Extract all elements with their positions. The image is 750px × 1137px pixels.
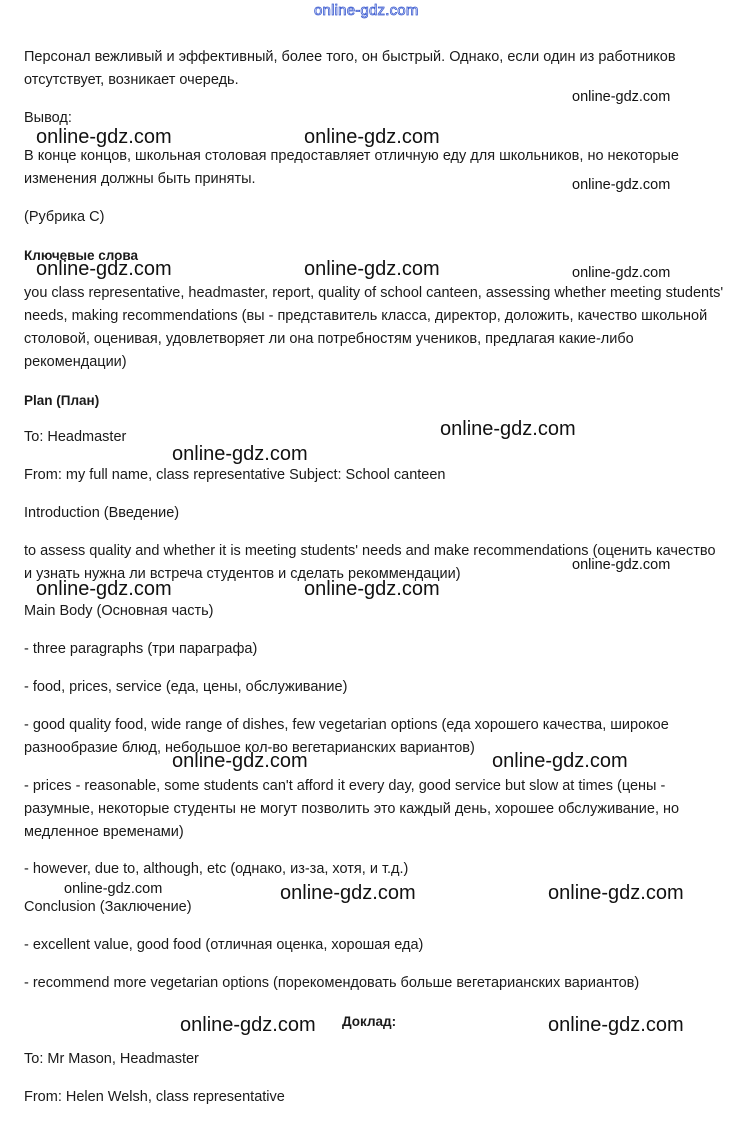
- plan-conclusion: Conclusion (Заключение): [24, 899, 192, 915]
- watermark: online-gdz.com: [172, 750, 308, 772]
- watermark: online-gdz.com: [492, 750, 628, 772]
- plan-item-linkers: - however, due to, although, etc (однако, из-за, хотя, и т.д.): [24, 861, 409, 877]
- plan-main-body: Main Body (Основная часть): [24, 603, 214, 619]
- watermark: online-gdz.com: [36, 126, 172, 148]
- watermark: online-gdz.com: [64, 881, 163, 897]
- plan-item-prices: - prices - reasonable, some students can't afford it every day, good service but slow at times (цены - разумные, некоторые студенты не могут позволить это каждый день, хорошее обслуживание, но медленное временами): [24, 778, 680, 840]
- watermark: online-gdz.com: [548, 1014, 684, 1036]
- watermark: online-gdz.com: [36, 578, 172, 600]
- plan-item-value: - excellent value, good food (отличная оценка, хорошая еда): [24, 937, 424, 953]
- plan-item-recommend: - recommend more vegetarian options (порекомендовать больше вегетарианских вариантов): [24, 975, 640, 991]
- plan-from: From: my full name, class representative Subject: School canteen: [24, 467, 446, 483]
- plan-item-food: - good quality food, wide range of dishes, few vegetarian options (еда хорошего качества, широкое разнообразие блюд, небольшое кол-во вегетарианских вариантов): [24, 717, 669, 756]
- watermark: online-gdz.com: [572, 177, 671, 193]
- report-from: From: Helen Welsh, class representative: [24, 1089, 285, 1105]
- watermark: online-gdz.com: [440, 418, 576, 440]
- watermark: online-gdz.com: [572, 265, 671, 281]
- plan-to: To: Headmaster: [24, 429, 127, 445]
- plan-item-paragraphs: - three paragraphs (три параграфа): [24, 641, 258, 657]
- plan-heading: Plan (План): [24, 393, 100, 408]
- rubric-label: (Рубрика С): [24, 209, 105, 225]
- report-to: To: Mr Mason, Headmaster: [24, 1051, 199, 1067]
- watermark: online-gdz.com: [280, 882, 416, 904]
- plan-introduction-text: to assess quality and whether it is meeting students' needs and make recommendations (оценить качество и узнать нужна ли встреча студентов и сделать рекоммендации): [24, 543, 716, 582]
- watermark: online-gdz.com: [304, 258, 440, 280]
- watermark: online-gdz.com: [572, 557, 671, 573]
- watermark: online-gdz.com: [304, 578, 440, 600]
- conclusion-heading: Вывод:: [24, 110, 72, 126]
- watermark: online-gdz.com: [172, 443, 308, 465]
- watermark: online-gdz.com: [548, 882, 684, 904]
- plan-introduction: Introduction (Введение): [24, 505, 180, 521]
- keywords-heading: Ключевые слова: [24, 248, 139, 263]
- plan-item-topics: - food, prices, service (еда, цены, обслуживание): [24, 679, 348, 695]
- watermark: online-gdz.com: [572, 89, 671, 105]
- header-watermark: online-gdz.com: [314, 2, 419, 19]
- watermark: online-gdz.com: [304, 126, 440, 148]
- paragraph-keywords: you class representative, headmaster, report, quality of school canteen, assessing whether meeting students' needs, making recommendations (вы - представитель класса, директор, доложить, качество школьной столовой, оценивая, удовлетворяет ли она потребностям учеников, предлагая какие-либо рекомендации): [24, 285, 724, 370]
- watermark: online-gdz.com: [180, 1014, 316, 1036]
- paragraph-staff: Персонал вежливый и эффективный, более того, он быстрый. Однако, если один из работников отсутствует, возникает очередь.: [24, 49, 676, 88]
- report-heading: Доклад:: [342, 1014, 397, 1029]
- watermark: online-gdz.com: [36, 258, 172, 280]
- paragraph-conclusion: В конце концов, школьная столовая предоставляет отличную еду для школьников, но некоторые изменения должны быть приняты.: [24, 148, 679, 187]
